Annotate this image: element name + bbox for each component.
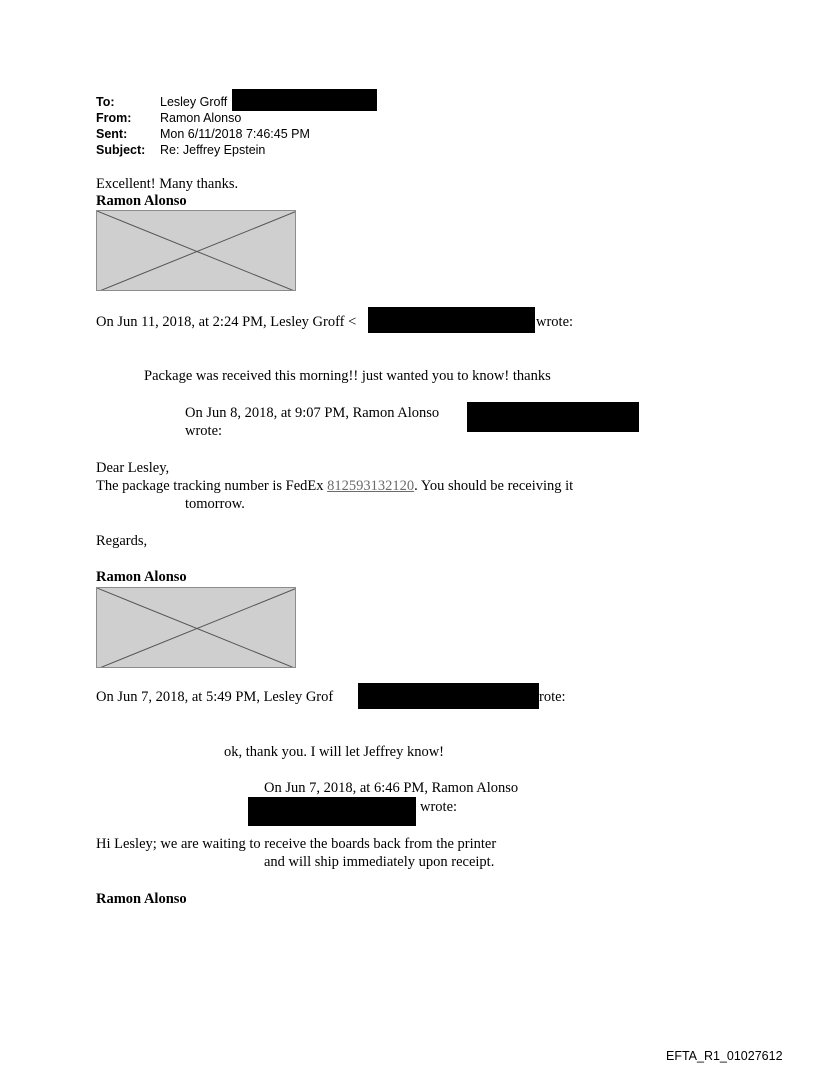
signature-name: Ramon Alonso (96, 569, 187, 585)
document-id: EFTA_R1_01027612 (666, 1049, 783, 1063)
tracking-line-continued: tomorrow. (185, 496, 245, 512)
message-body: Excellent! Many thanks. (96, 176, 239, 192)
tracking-line (96, 478, 573, 495)
redaction-box (467, 402, 639, 432)
redaction-box (248, 797, 416, 826)
subject-label: Subject: (96, 143, 146, 157)
signature-name: Ramon Alonso (96, 891, 187, 907)
quote-body: Package was received this morning!! just wanted you to know! thanks (144, 368, 551, 384)
subject-value: Re: Jeffrey Epstein (160, 143, 266, 157)
image-placeholder (96, 210, 296, 291)
quote-body: Hi Lesley; we are waiting to receive the boards back from the printer (96, 836, 497, 852)
sent-label: Sent: (96, 127, 128, 141)
sent-value: Mon 6/11/2018 7:46:45 PM (160, 127, 310, 141)
quote-attribution: On Jun 11, 2018, at 2:24 PM, Lesley Groff < (96, 314, 357, 330)
from-value: Ramon Alonso (160, 111, 242, 125)
quote-body-continued: and will ship immediately upon receipt. (264, 854, 495, 870)
redaction-box (368, 307, 535, 333)
from-label: From: (96, 111, 132, 125)
to-value: Lesley Groff (160, 95, 228, 109)
quote-attribution-suffix: rote: (539, 689, 566, 705)
quote-attribution-suffix: wrote: (420, 799, 458, 815)
quote-attribution: On Jun 7, 2018, at 5:49 PM, Lesley Grof (96, 689, 334, 705)
broken-image-icon (97, 588, 296, 668)
redaction-box (358, 683, 539, 709)
signature-name: Ramon Alonso (96, 193, 187, 209)
quote-attribution-suffix: wrote: (185, 423, 223, 439)
quote-attribution: On Jun 7, 2018, at 6:46 PM, Ramon Alonso (264, 780, 519, 796)
tracking-suffix: . You should be receiving it (414, 478, 574, 494)
redaction-box (232, 89, 377, 111)
quote-attribution-suffix: wrote: (536, 314, 574, 330)
greeting: Dear Lesley, (96, 460, 170, 476)
image-placeholder (96, 587, 296, 668)
to-label: To: (96, 95, 115, 109)
broken-image-icon (97, 211, 296, 291)
quote-attribution: On Jun 8, 2018, at 9:07 PM, Ramon Alonso (185, 405, 440, 421)
closing: Regards, (96, 533, 148, 549)
tracking-prefix: The package tracking number is FedEx (96, 478, 328, 494)
tracking-number-link[interactable]: 812593132120 (327, 478, 415, 494)
quote-body: ok, thank you. I will let Jeffrey know! (224, 744, 445, 760)
